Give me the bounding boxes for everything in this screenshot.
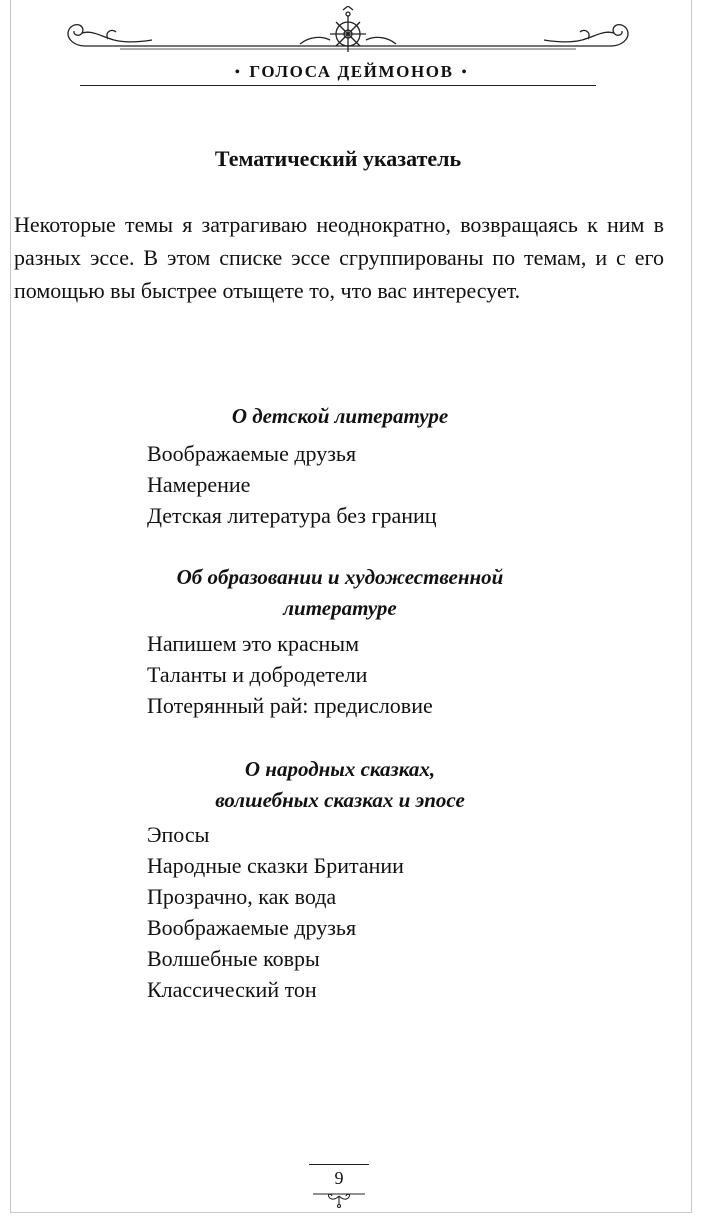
running-head-title: ГОЛОСА ДЕЙМОНОВ — [249, 62, 454, 81]
footer-ornament-icon — [309, 1190, 369, 1210]
topic-heading-line: волшебных сказках и эпосе — [215, 788, 465, 812]
entry-list — [147, 819, 404, 1005]
entry-item: Эпосы — [147, 822, 210, 847]
entry-item: Волшебные ковры — [147, 946, 320, 971]
entry-list — [147, 438, 437, 531]
header-rule — [80, 85, 596, 86]
running-head-bullet-left: • — [234, 65, 242, 80]
topic-heading-line: О детской литературе — [231, 404, 449, 428]
topic-heading — [0, 562, 680, 624]
running-head-bullet-right: • — [461, 65, 469, 80]
section-title: Тематический указатель — [214, 146, 462, 171]
topic-heading-line: О народных сказках, — [244, 757, 436, 781]
entry-item: Воображаемые друзья — [147, 441, 357, 466]
entry-item: Намерение — [147, 472, 251, 497]
entry-item: Потерянный рай: предисловие — [147, 693, 433, 718]
topic-heading — [0, 401, 680, 432]
entry-item: Классический тон — [147, 977, 317, 1002]
topic-heading-line: литературе — [283, 596, 397, 620]
entry-item: Детская литература без границ — [147, 503, 437, 528]
entry-item: Таланты и добродетели — [147, 662, 368, 687]
topic-heading-line: Об образовании и художественной — [176, 565, 504, 589]
topic-heading — [0, 754, 680, 816]
entry-item: Напишем это красным — [147, 631, 359, 656]
intro-paragraph: Некоторые темы я затрагиваю неоднократно, возвращаясь к ним в разных эссе. В этом списке эссе сгруппированы по темам, и с его помощью вы быстрее отыщете то, что вас интересует. — [14, 212, 664, 303]
footer-rule — [309, 1164, 369, 1165]
running-head — [0, 62, 703, 82]
entry-item: Прозрачно, как вода — [147, 884, 337, 909]
page-number: 9 — [334, 1168, 344, 1188]
page-footer — [309, 1160, 369, 1212]
entry-item: Воображаемые друзья — [147, 915, 357, 940]
entry-item: Народные сказки Британии — [147, 853, 404, 878]
entry-list — [147, 628, 433, 721]
header-ornament-icon — [60, 6, 636, 54]
